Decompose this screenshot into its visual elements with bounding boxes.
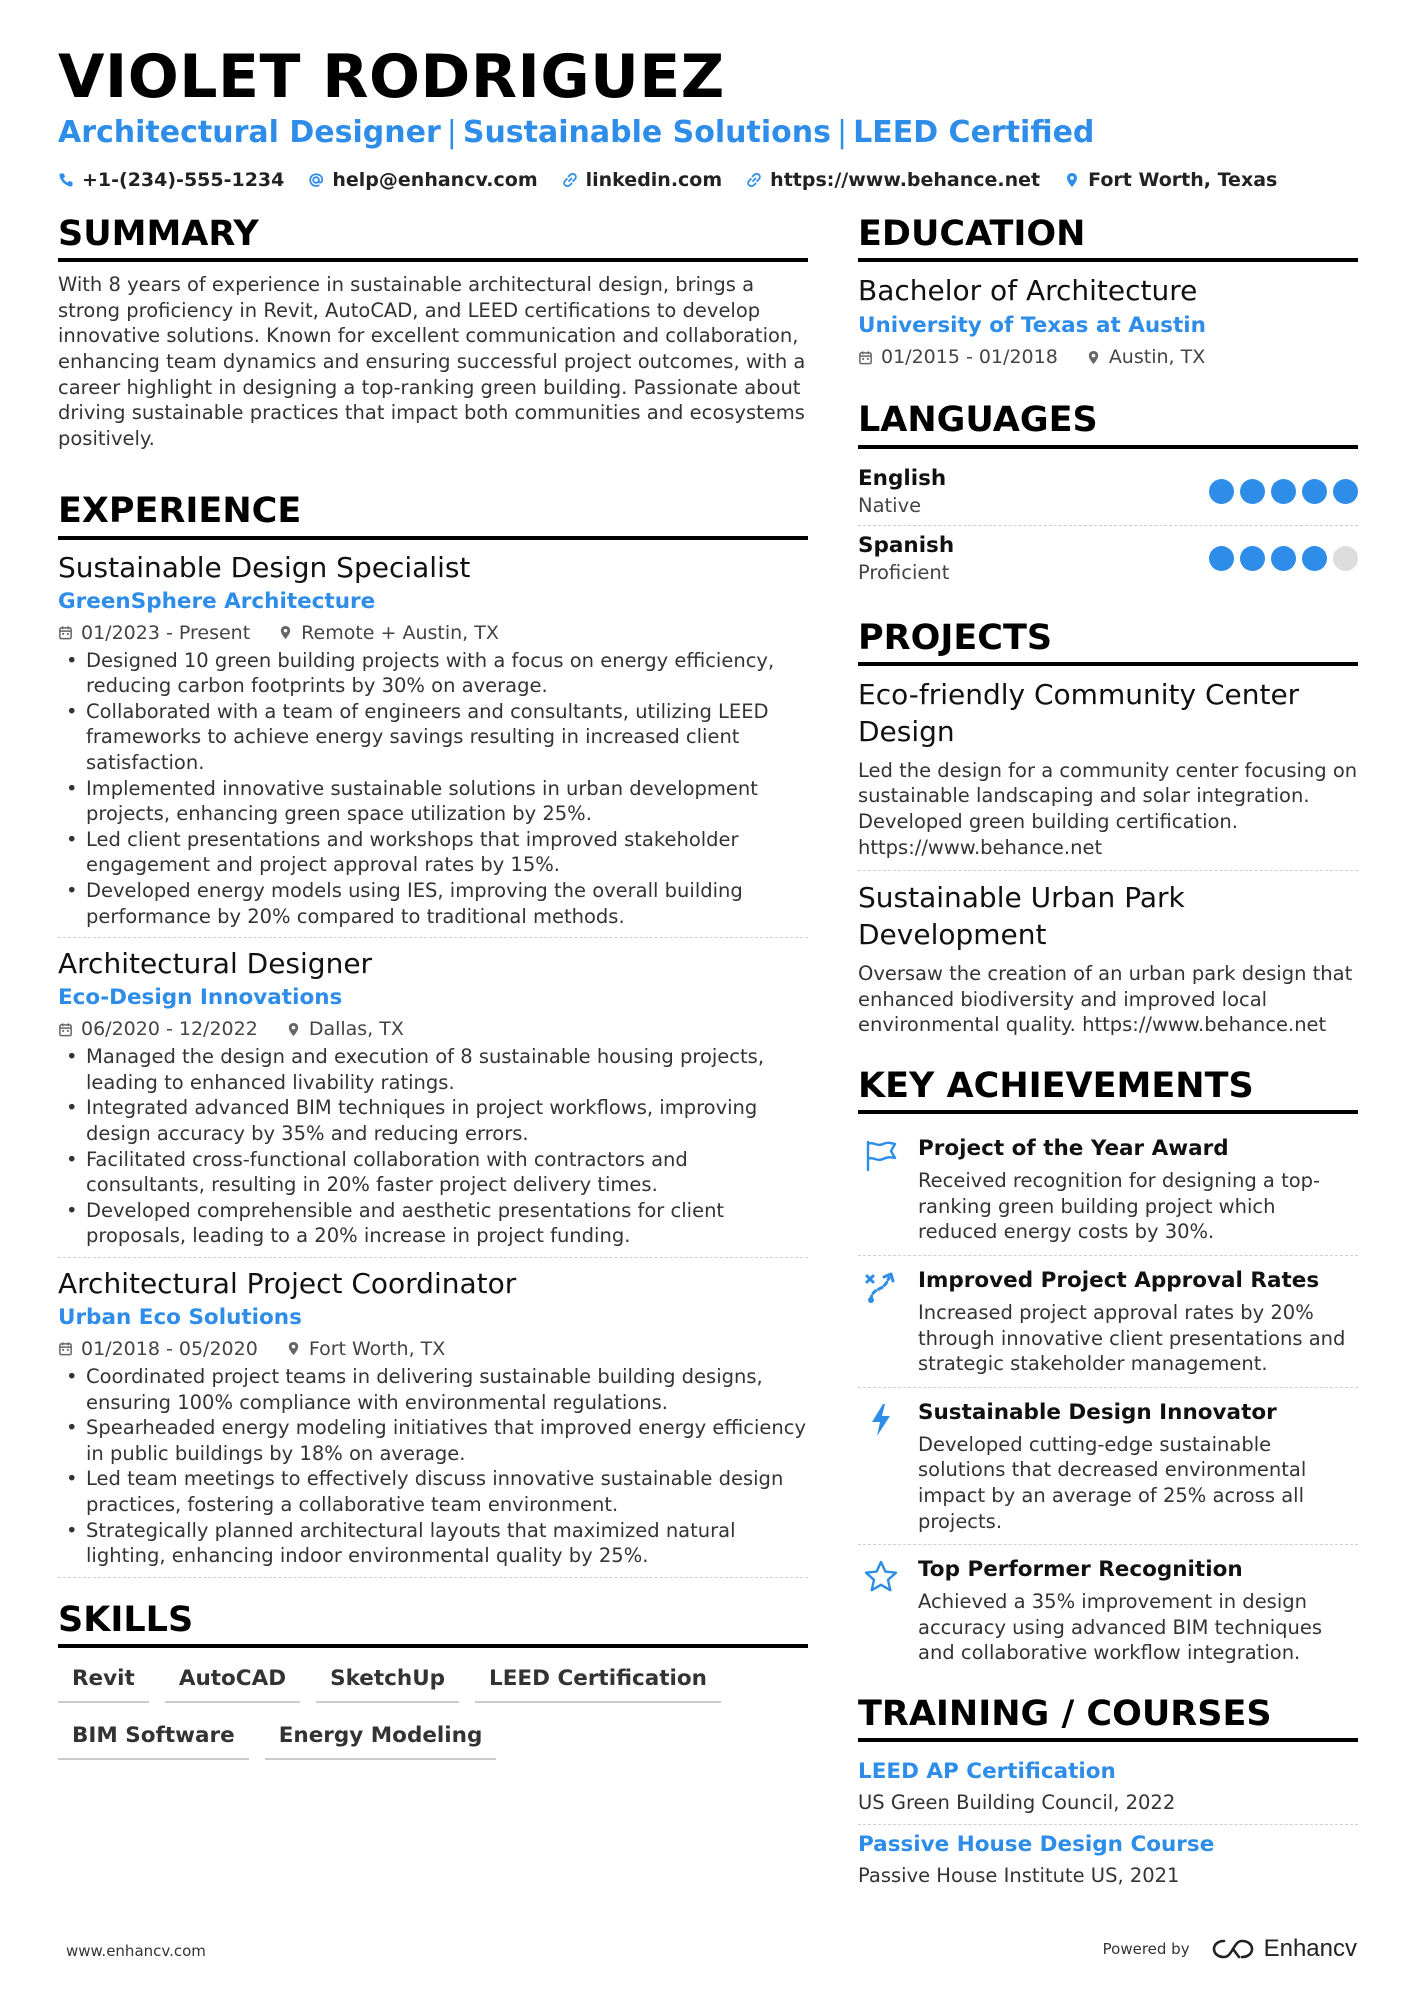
- language-item: [858, 526, 1358, 592]
- tagline: [58, 115, 1094, 150]
- contact-phone[interactable]: [58, 169, 284, 191]
- bullet-item: • Led client presentations and workshops that improved stakeholder engagement and project approval rates by 15%.: [58, 827, 808, 878]
- bullet-item: • Collaborated with a team of engineers and consultants, utilizing LEED frameworks to achieve energy savings resulting in increased client satisfaction.: [58, 699, 808, 776]
- achievement-icon: [858, 1398, 904, 1534]
- projects-list: [858, 676, 1358, 1048]
- footer-website[interactable]: www.enhancv.com: [66, 1942, 206, 1960]
- tagline-role: Architectural Designer: [58, 115, 441, 150]
- school-name: University of Texas at Austin: [858, 313, 1206, 339]
- rating-dot-filled: [1302, 479, 1327, 504]
- job-title: Architectural Designer: [58, 947, 373, 981]
- candidate-name: VIOLET RODRIGUEZ: [58, 42, 725, 112]
- degree: Bachelor of Architecture: [858, 274, 1198, 308]
- language-item: [858, 459, 1358, 526]
- contact-bar: [58, 169, 1277, 191]
- job-title: Architectural Project Coordinator: [58, 1266, 517, 1300]
- location-pin-icon: [286, 1022, 301, 1037]
- project-description: Led the design for a community center focusing on sustainable landscaping and solar integration. Developed green building certification. https://www.behance.net: [858, 758, 1358, 859]
- enhancv-logo-icon: [1210, 1936, 1256, 1962]
- location-pin-icon: [286, 1341, 301, 1356]
- tagline-separator: |: [837, 115, 848, 150]
- achievement-icon: [858, 1555, 904, 1666]
- job-dates-text: 01/2023 - Present: [81, 621, 251, 644]
- achievements-list: [858, 1124, 1358, 1676]
- rating-dot-filled: [1271, 479, 1296, 504]
- contact-linkedin-text: linkedin.com: [585, 169, 723, 191]
- job-title: Sustainable Design Specialist: [58, 550, 471, 584]
- skill-tag: Energy Modeling: [265, 1717, 497, 1760]
- bullet-item: • Facilitated cross-functional collaboration with contractors and consultants, resulting in 20% faster project delivery times.: [58, 1147, 808, 1198]
- job-bullets: [58, 1044, 808, 1249]
- training-heading: TRAINING / COURSES: [858, 1694, 1358, 1742]
- bullet-item: • Developed comprehensible and aesthetic presentations for client proposals, leading to a 20% increase in project funding.: [58, 1198, 808, 1249]
- rating-dot-filled: [1209, 479, 1234, 504]
- rating-dot-filled: [1209, 546, 1234, 571]
- rating-dot-empty: [1333, 546, 1358, 571]
- bullet-item: • Designed 10 green building projects with a focus on energy efficiency, reducing carbon footprints by 30% on average.: [58, 648, 808, 699]
- language-level: Native: [858, 493, 922, 517]
- bullet-item: • Led team meetings to effectively discuss innovative sustainable design practices, fostering a collaborative team environment.: [58, 1466, 808, 1517]
- achievement-item: [858, 1545, 1358, 1676]
- achievement-item: [858, 1388, 1358, 1545]
- link-icon: [562, 172, 578, 188]
- projects-heading: PROJECTS: [858, 618, 1358, 666]
- job-location-text: Dallas, TX: [308, 1018, 404, 1041]
- achievement-title: Improved Project Approval Rates: [918, 1267, 1320, 1293]
- rating-dot-filled: [1302, 546, 1327, 571]
- project-title: Sustainable Urban Park Development: [858, 881, 1185, 952]
- job-dates: [58, 1014, 258, 1044]
- enhancv-brand-name: Enhancv: [1263, 1935, 1357, 1962]
- location-pin-icon: [278, 625, 293, 640]
- job-dates: [58, 618, 250, 648]
- skill-tag: BIM Software: [58, 1717, 249, 1760]
- achievement-item: [858, 1256, 1358, 1388]
- link-icon: [746, 172, 762, 188]
- bullet-item: • Strategically planned architectural layouts that maximized natural lighting, enhancing indoor environmental quality by 25%.: [58, 1518, 808, 1569]
- job-location: [278, 618, 499, 648]
- enhancv-logo[interactable]: [1210, 1935, 1357, 1963]
- job-location: [286, 1014, 404, 1044]
- contact-email-text: help@enhancv.com: [332, 169, 538, 191]
- contact-email[interactable]: [308, 169, 537, 191]
- education-location-text: Austin, TX: [1108, 346, 1206, 369]
- calendar-icon: [58, 1341, 73, 1356]
- tagline-cert: LEED Certified: [853, 115, 1095, 150]
- contact-portfolio-text: https://www.behance.net: [770, 169, 1041, 191]
- contact-phone-text: +1-(234)-555-1234: [82, 169, 285, 191]
- job-location: [286, 1334, 445, 1364]
- achievement-title: Sustainable Design Innovator: [918, 1399, 1277, 1425]
- project-title: Eco-friendly Community Center Design: [858, 677, 1300, 748]
- education-dates: [858, 342, 1058, 372]
- left-column: [58, 214, 808, 1760]
- course-title: Passive House Design Course: [858, 1832, 1215, 1858]
- calendar-icon: [858, 350, 873, 365]
- experience-entry: [58, 550, 808, 939]
- flag-icon: [863, 1138, 899, 1174]
- achievement-description: Developed cutting-edge sustainable solutions that decreased environmental impact by an average of 25% across all projects.: [918, 1432, 1307, 1533]
- calendar-icon: [58, 625, 73, 640]
- languages-heading: LANGUAGES: [858, 400, 1358, 448]
- skills-list: [58, 1660, 808, 1760]
- language-name: Spanish: [858, 532, 955, 558]
- summary-heading: SUMMARY: [58, 214, 808, 262]
- powered-by-label: Powered by: [1102, 1940, 1190, 1958]
- achievement-description: Increased project approval rates by 20% through innovative client presentations and strategic stakeholder management.: [918, 1300, 1346, 1376]
- company-name: Urban Eco Solutions: [58, 1304, 302, 1330]
- at-icon: [308, 172, 324, 188]
- achievement-description: Received recognition for designing a top-ranking green building project which reduced energy costs by 30%.: [918, 1169, 1321, 1244]
- skills-heading: SKILLS: [58, 1600, 808, 1648]
- education-location: [1086, 342, 1205, 372]
- course-provider: Passive House Institute US, 2021: [858, 1864, 1180, 1888]
- job-dates-text: 06/2020 - 12/2022: [81, 1018, 258, 1041]
- rating-dot-filled: [1271, 546, 1296, 571]
- achievements-heading: KEY ACHIEVEMENTS: [858, 1066, 1358, 1114]
- phone-icon: [58, 172, 74, 188]
- experience-entry: [58, 1266, 808, 1578]
- job-dates-text: 01/2018 - 05/2020: [81, 1337, 258, 1360]
- language-name: English: [858, 465, 947, 491]
- languages-list: [858, 459, 1358, 592]
- course-title: LEED AP Certification: [858, 1759, 1116, 1785]
- skill-tag: AutoCAD: [165, 1660, 300, 1703]
- education-dates-text: 01/2015 - 01/2018: [881, 346, 1058, 369]
- company-name: GreenSphere Architecture: [58, 588, 376, 614]
- education-entry: [858, 272, 1358, 372]
- summary-text: With 8 years of experience in sustainable architectural design, brings a strong proficiency in Revit, AutoCAD, and LEED certifications to develop innovative solutions. Known for excellent communication and collaboration, enhancing team dynamics and ensuring successful project outcomes, with a career highlight in designing a top-ranking green building. Passionate about driving sustainable practices that impact both communities and ecosystems positively.: [58, 273, 806, 450]
- skill-tag: Revit: [58, 1660, 149, 1703]
- achievement-title: Project of the Year Award: [918, 1136, 1229, 1162]
- education-heading: EDUCATION: [858, 214, 1358, 262]
- calendar-icon: [58, 1022, 73, 1037]
- job-meta: [58, 1334, 808, 1364]
- education-meta: [858, 342, 1358, 372]
- bullet-item: • Spearheaded energy modeling initiatives that improved energy efficiency in public buildings by 18% on average.: [58, 1415, 808, 1466]
- tagline-focus: Sustainable Solutions: [462, 115, 831, 150]
- rating-dot-filled: [1240, 479, 1265, 504]
- job-location-text: Remote + Austin, TX: [301, 621, 499, 644]
- language-rating: [1209, 546, 1358, 571]
- job-meta: [58, 618, 808, 648]
- company-name: Eco-Design Innovations: [58, 985, 343, 1011]
- bullet-item: • Integrated advanced BIM techniques in project workflows, improving design accuracy by 35% and reducing errors.: [58, 1095, 808, 1146]
- right-column: [858, 214, 1358, 1897]
- job-bullets: [58, 648, 808, 930]
- project-entry: [858, 676, 1358, 871]
- course-provider: US Green Building Council, 2022: [858, 1791, 1176, 1815]
- star-icon: [863, 1559, 899, 1595]
- job-bullets: [58, 1364, 808, 1569]
- rating-dot-filled: [1240, 546, 1265, 571]
- project-entry: [858, 879, 1358, 1048]
- bullet-item: • Managed the design and execution of 8 sustainable housing projects, leading to enhanced livability ratings.: [58, 1044, 808, 1095]
- rating-dot-filled: [1333, 479, 1358, 504]
- lightning-icon: [863, 1402, 899, 1438]
- contact-location: [1064, 169, 1277, 191]
- training-list: [858, 1752, 1358, 1897]
- location-pin-icon: [1086, 350, 1101, 365]
- achievement-item: [858, 1124, 1358, 1256]
- experience-heading: EXPERIENCE: [58, 491, 808, 539]
- achievement-description: Achieved a 35% improvement in design accuracy using advanced BIM techniques and collaborative workflow integration.: [918, 1590, 1323, 1665]
- language-level: Proficient: [858, 560, 950, 584]
- job-location-text: Fort Worth, TX: [308, 1337, 446, 1360]
- skill-tag: LEED Certification: [475, 1660, 721, 1703]
- contact-portfolio[interactable]: [746, 169, 1040, 191]
- location-pin-icon: [1064, 172, 1080, 188]
- job-dates: [58, 1334, 258, 1364]
- course-entry: [858, 1825, 1358, 1897]
- skill-tag: SketchUp: [316, 1660, 459, 1703]
- project-description: Oversaw the creation of an urban park design that enhanced biodiversity and improved local environmental quality. https://www.behance.net: [858, 962, 1353, 1037]
- footer-branding: [1103, 1935, 1357, 1963]
- achievement-title: Top Performer Recognition: [918, 1557, 1243, 1583]
- language-rating: [1209, 479, 1358, 504]
- bullet-item: • Implemented innovative sustainable solutions in urban development projects, enhancing green space utilization by 25%.: [58, 776, 808, 827]
- tagline-separator: |: [446, 115, 457, 150]
- bullet-item: • Developed energy models using IES, improving the overall building performance by 20% compared to traditional methods.: [58, 878, 808, 929]
- contact-linkedin[interactable]: [562, 169, 723, 191]
- achievement-icon: [858, 1266, 904, 1377]
- contact-location-text: Fort Worth, Texas: [1088, 169, 1278, 191]
- route-icon: [863, 1270, 899, 1306]
- bullet-item: • Coordinated project teams in delivering sustainable building designs, ensuring 100% compliance with environmental regulations.: [58, 1364, 808, 1415]
- achievement-icon: [858, 1134, 904, 1245]
- course-entry: [858, 1752, 1358, 1825]
- job-meta: [58, 1014, 808, 1044]
- experience-entry: [58, 946, 808, 1258]
